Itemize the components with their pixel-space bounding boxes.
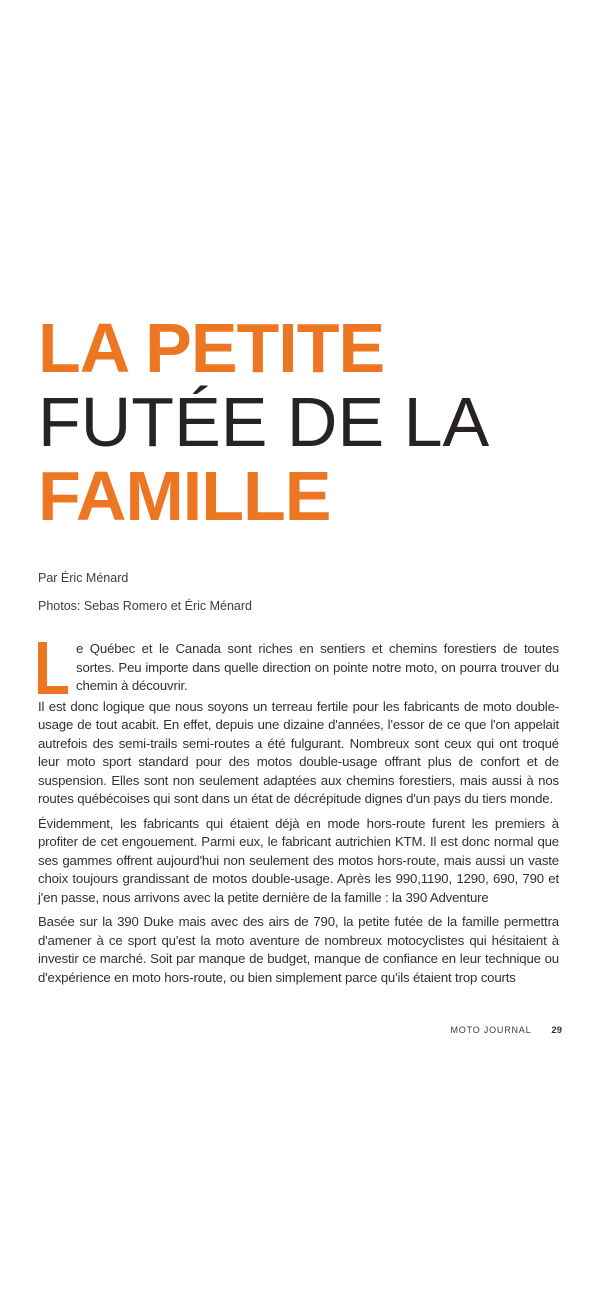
paragraph: Basée sur la 390 Duke mais avec des airs de 790, la petite futée de la famille permettra d'amener à ce sport qu'est la moto aventure de nombreux motocyclistes qui hésitaient à investir ce marché. Soit par manque de budget, manque de confiance en leur technique ou d'expérience en moto hors-route, ou bien simplement parce qu'ils étaient trop courts (38, 914, 559, 985)
footer-magazine-name: MOTO JOURNAL (450, 1025, 532, 1035)
page-footer (450, 1025, 562, 1036)
paragraph: Évidemment, les fabricants qui étaient déjà en mode hors-route furent les premiers à profiter de cet engouement. Parmi eux, le fabricant autrichien KTM. Il est donc normal que ses gammes offrent aujourd'hui non seulement des motos hors-route, mais aussi un vaste choix toujours grandissant de motos double-usage. Après les 990,1190, 1290, 690, 790 et j'en passe, nous arrivons avec la petite dernière de la famille : la 390 Adventure (38, 815, 559, 905)
title-line-3: FAMILLE (38, 457, 331, 535)
title-line-1: LA PETITE (38, 309, 385, 387)
title-line-2: FUTÉE DE LA (38, 383, 490, 461)
article-body (38, 640, 559, 993)
byline-author: Par Éric Ménard (38, 571, 129, 585)
dropcap-letter-text (47, 642, 48, 643)
byline (38, 564, 252, 620)
lead-paragraph (38, 640, 559, 696)
paragraph: Il est donc logique que nous soyons un terreau fertile pour les fabricants de moto double-usage de tout acabit. En effet, depuis une dizaine d'années, l'essor de ce que l'on appelait autrefois des semi-trails semi-routes a été fulgurant. Nombreux sont ceux qui ont troqué leur moto sport standard pour des motos double-usage offrant plus de confort et de suspension. Elles sont non seulement adaptées aux chemins forestiers, mais aussi à nos routes québécoises qui sont dans un état de décrépitude dignes d'un pays du tiers monde. (38, 698, 559, 806)
lead-paragraph-text: e Québec et le Canada sont riches en sentiers et chemins forestiers de toutes sortes. Peu importe dans quelle direction on pointe notre moto, on pourra trouver du chemin à découvrir. (76, 641, 559, 693)
footer-page-number: 29 (551, 1025, 562, 1036)
byline-photos: Photos: Sebas Romero et Éric Ménard (38, 599, 252, 613)
dropcap-letter (38, 642, 68, 694)
article-title (38, 311, 489, 533)
